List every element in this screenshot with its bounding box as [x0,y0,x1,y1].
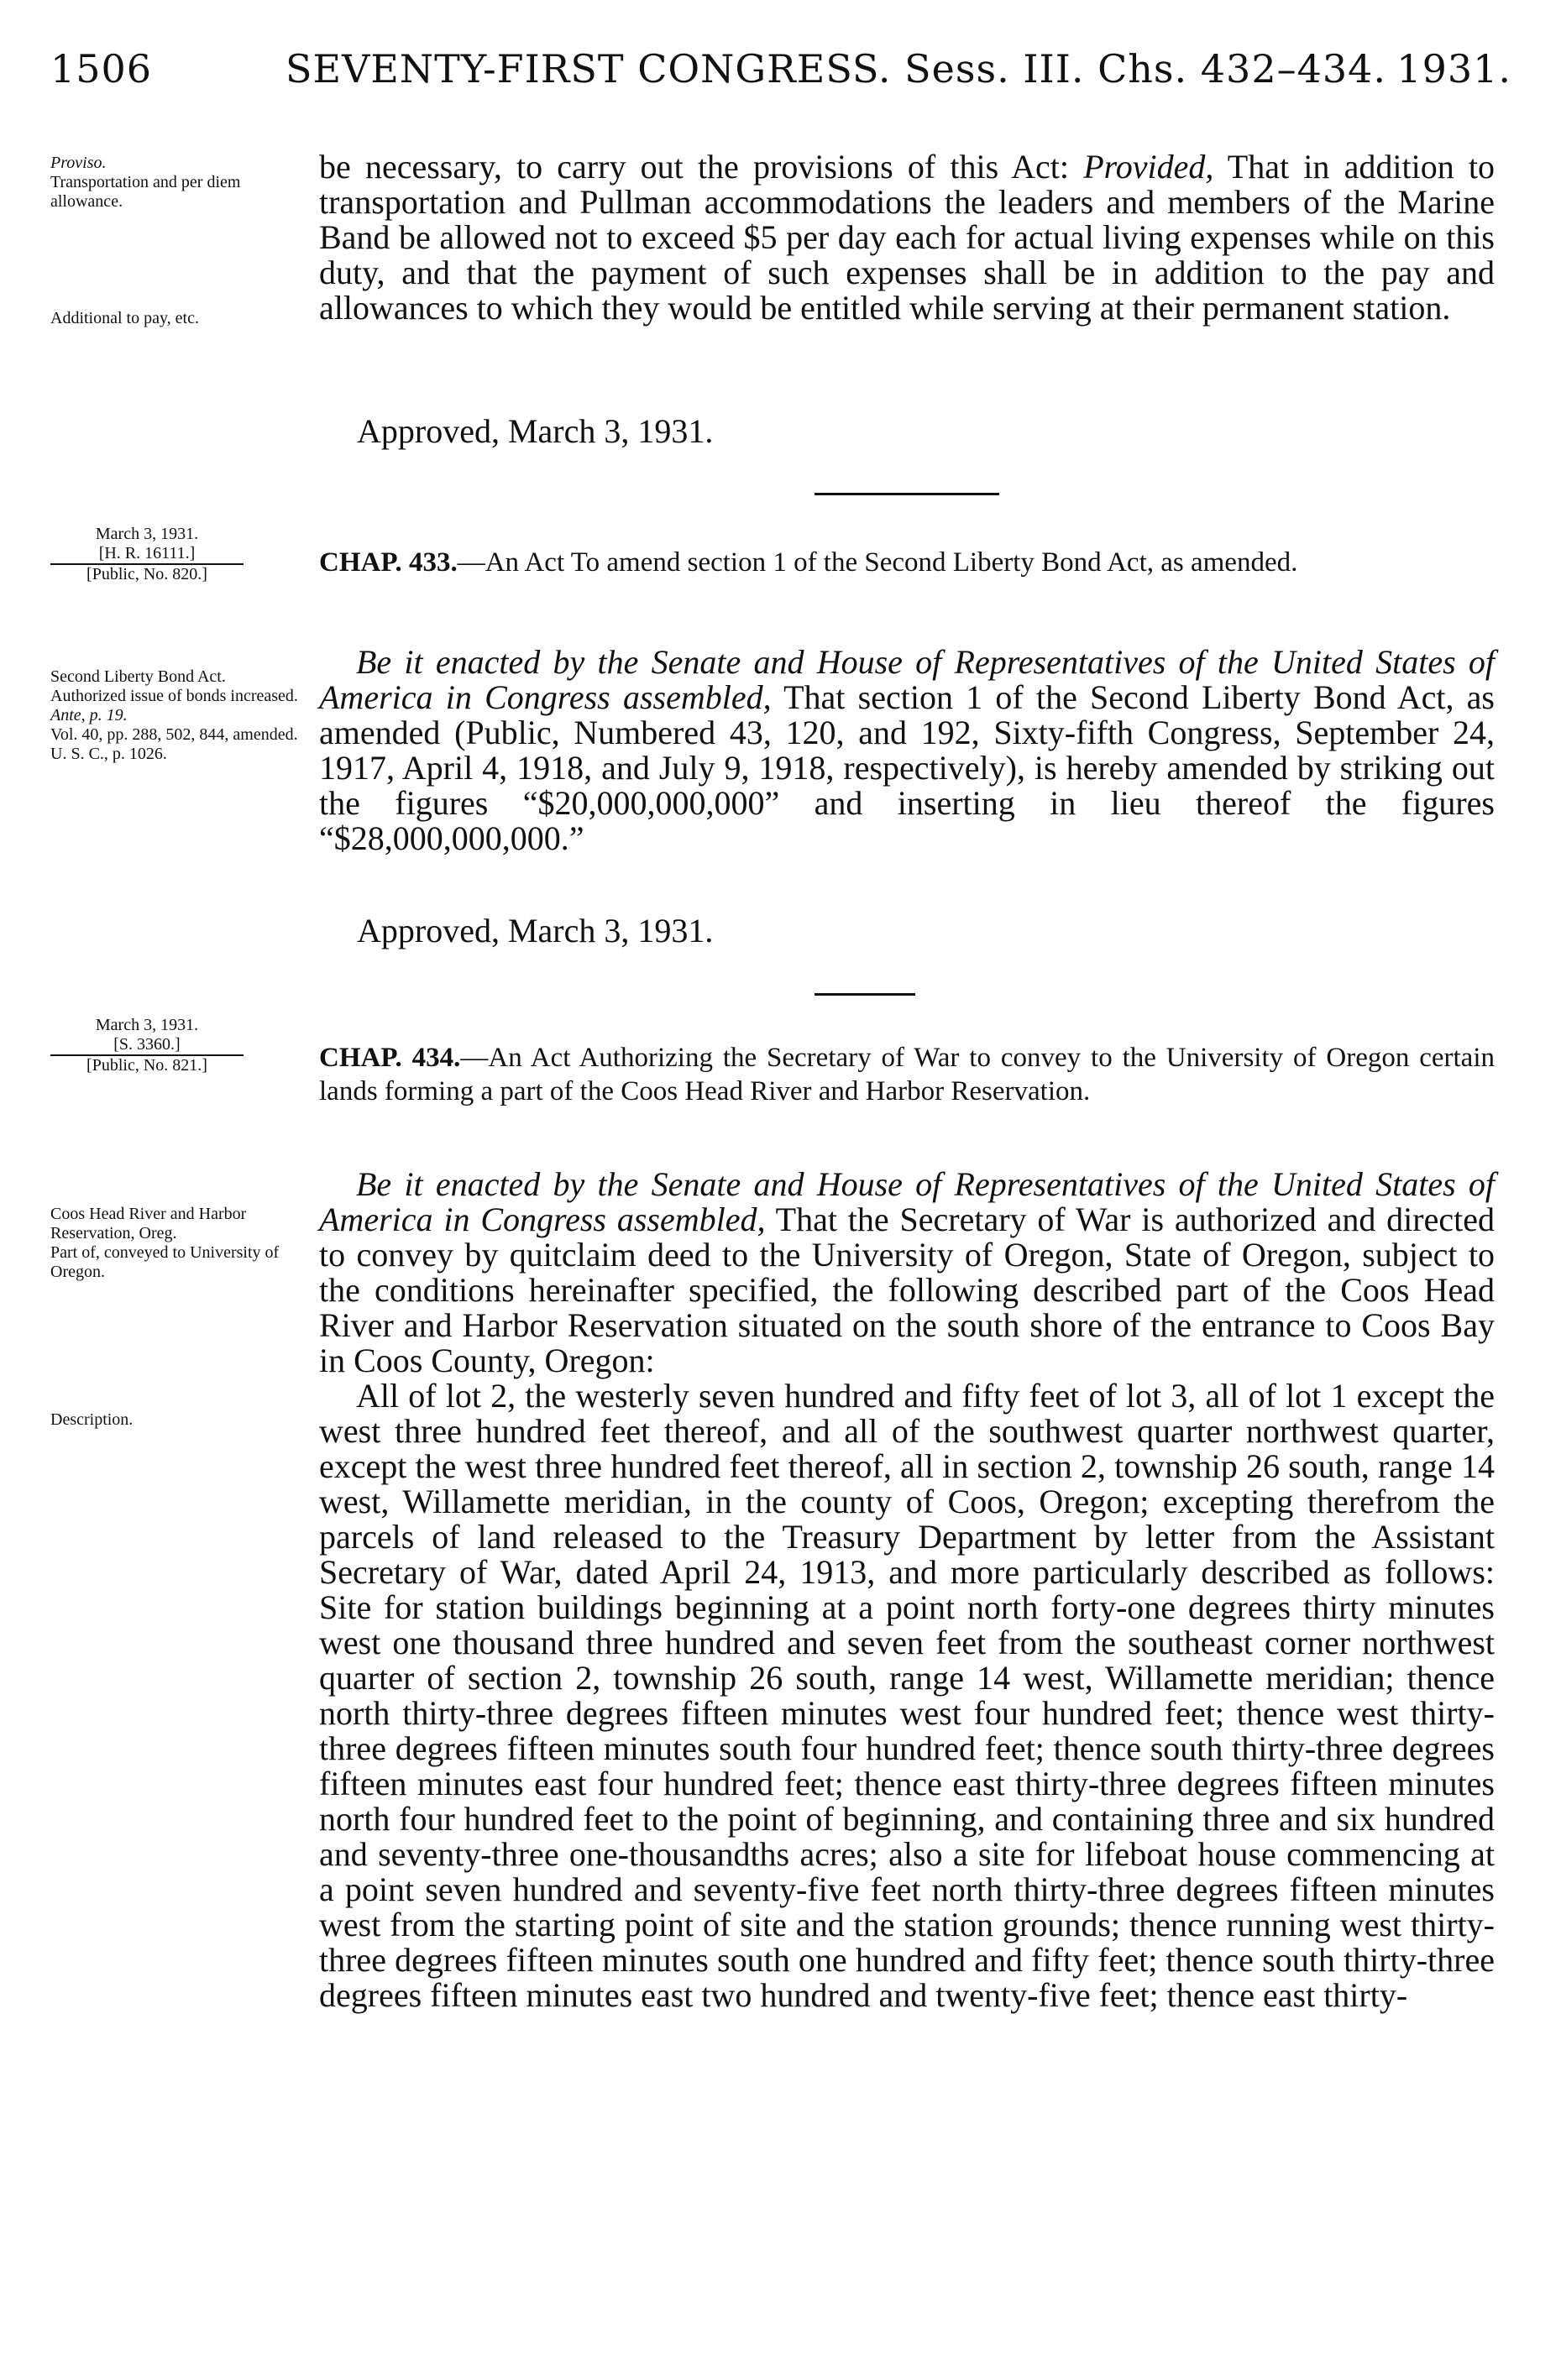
chap434-title [319,1041,1495,1108]
description-paragraph: All of lot 2, the westerly seven hundred and fifty feet of lot 3, all of lot 1 except the west three hundred feet thereof, and all of the southwest quarter northwest quarter, except the west three hundred feet thereof, all in section 2, township 26 south, range 14 west, Willamette meridian, in the county of Coos, Oregon; excepting therefrom the parcels of land released to the Treasury Department by letter from the Assistant Secretary of War, dated April 24, 1913, and more particularly described as follows: Site for station buildings beginning at a point north forty-one degrees thirty minutes west one thousand three hundred and seven feet from the southeast corner northwest quarter of section 2, township 26 south, range 14 west, Willamette meridian; thence north thirty-three degrees fifteen minutes west four hundred feet; thence west thirty-three degrees fifteen minutes south four hundred feet; thence south thirty-three degrees fifteen minutes east four hundred feet; thence east thirty-three degrees fifteen minutes north four hundred feet to the point of beginning, and containing three and six hundred and seventy-three one-thousandths acres; also a site for lifeboat house commencing at a point seven hundred and seventy-five feet north thirty-three degrees fifteen minutes west from the starting point of site and the station grounds; thence running west thirty-three degrees fifteen minutes south one hundred and fifty feet; thence south thirty-three degrees fifteen minutes east two hundred and twenty-five feet; thence east thirty- [319,1377,1495,2014]
chap433-margin-notes [50,667,311,764]
margin-note: Second Liberty Bond Act. [50,667,226,686]
running-header [50,46,1511,105]
margin-note: Proviso. [50,154,107,172]
chapter-number: CHAP. 434. [319,1043,461,1073]
margin-bill: [S. 3360.] [50,1035,244,1056]
chap434-margin-notes [50,1205,311,1282]
body-text: That section 1 of the Second Liberty Bond Act, as amended (Public, Numbered 43, 120, and 192, Sixty-fifth Congress, September 24, 1917, April 4, 1918, and July 9, 1918, respectively), is hereby amended by striking out the figures “$20,000,000,000” and inserting in lieu thereof the figures “$28,000,000,000.” [319,678,1495,857]
chapter-title: —An Act Authorizing the Secretary of War to convey to the University of Oregon certain lands forming a part of the Coos Head River and Harbor Reservation. [319,1043,1496,1106]
section-divider [815,993,915,996]
margin-note: Authorized issue of bonds increased. [50,687,298,705]
page-number: 1506 [50,46,153,92]
margin-note: Ante, p. 19. [50,706,128,724]
section1-body [319,149,1495,326]
chap433-title [319,546,1495,579]
chapter-number: CHAP. 433. [319,547,458,578]
margin-note: Coos Head River and Harbor Reservation, Oreg. [50,1205,247,1242]
margin-note-additional [50,309,311,328]
approval-line: Approved, March 3, 1931. [357,912,714,949]
proviso-word: Provided, [1083,148,1214,186]
margin-note: Transportation and per diem allowance. [50,173,241,211]
margin-public: [Public, No. 821.] [86,1056,207,1075]
chapter-title: —An Act To amend section 1 of the Second Liberty Bond Act, as amended. [457,547,1298,578]
margin-note: U. S. C., p. 1026. [50,745,167,763]
margin-note: Part of, conveyed to University of Oregon. [50,1243,280,1281]
body-text: That the Secretary of War is authorized and directed to convey by quitclaim deed to the University of Oregon, State of Oregon, subject to the conditions hereinafter specified, the following described part of the Coos Head River and Harbor Reservation situated on the south shore of the entrance to Coos Bay in Coos County, Oregon: [319,1200,1495,1379]
margin-note: Vol. 40, pp. 288, 502, 844, amended. [50,725,298,744]
chap433-margin-header [50,525,244,584]
margin-public: [Public, No. 820.] [86,565,207,583]
margin-date: March 3, 1931. [95,525,199,543]
section-divider [815,493,999,495]
running-title: SEVENTY-FIRST CONGRESS. Sess. III. Chs. 432–434. [285,46,1387,92]
approval-line: Approved, March 3, 1931. [357,412,714,450]
margin-description [50,1410,311,1430]
enacting-clause: Be it enacted by the Senate and House of Representatives of the United States of America in Congress assembled, [319,643,1495,716]
header-year: 1931. [1396,46,1511,92]
margin-note: Description. [50,1410,134,1429]
chap434-margin-header [50,1016,244,1075]
body-text: That in addition to transportation and Pullman accommodations the leaders and members of the Marine Band be allowed not to exceed $5 per day each for actual living expenses while on this duty, and that the payment of such expenses shall be in addition to the pay and allowances to which they would be entitled while serving at their permanent station. [319,148,1495,327]
margin-date: March 3, 1931. [95,1016,199,1034]
chap434-body [319,1167,1495,2013]
chap433-body [319,645,1495,856]
margin-note: Additional to pay, etc. [50,309,199,327]
margin-notes-proviso [50,154,311,212]
margin-bill: [H. R. 16111.] [50,544,244,565]
enacting-clause: Be it enacted by the Senate and House of Representatives of the United States of America in Congress assembled, [319,1165,1495,1238]
body-text: be necessary, to carry out the provisions of this Act: [319,148,1084,186]
